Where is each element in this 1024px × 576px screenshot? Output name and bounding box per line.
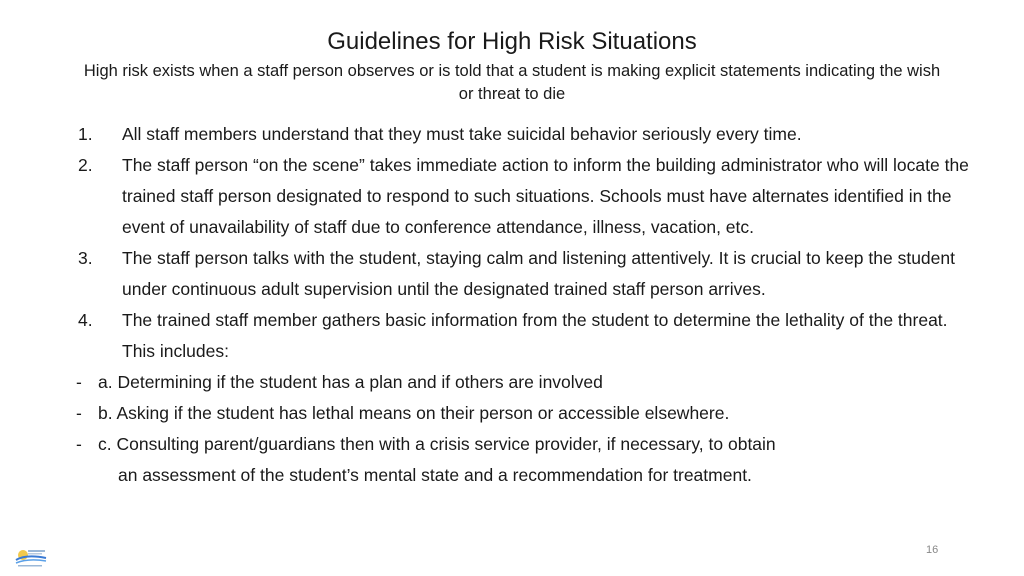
list-item	[74, 119, 974, 150]
list-text: The staff person talks with the student, staying calm and listening attentively. It is crucial to keep the student under continuous adult supervision until the designated trained staff person arrives.	[122, 248, 955, 299]
sub-item-continuation: an assessment of the student’s mental state and a recommendation for treatment.	[118, 465, 752, 485]
list-item	[74, 243, 974, 305]
page-number: 16	[926, 544, 939, 556]
sub-item-marker: -	[76, 372, 82, 392]
logo-icon	[14, 546, 48, 568]
list-text: The trained staff member gathers basic information from the student to determine the lethality of the threat. This includes:	[122, 310, 948, 361]
sub-item-marker: -	[76, 434, 82, 454]
list-text: All staff members understand that they must take suicidal behavior seriously every time.	[122, 124, 802, 144]
sub-item	[74, 367, 974, 398]
sub-item	[74, 398, 974, 429]
slide-body	[74, 119, 974, 491]
sub-item	[74, 429, 974, 460]
list-text: The staff person “on the scene” takes immediate action to inform the building administrator who will locate the trained staff person designated to respond to such situations. Schools must have alternates identified in the event of unavailability of staff due to conference attendance, illness, vacation, etc.	[122, 155, 969, 237]
list-item	[74, 305, 974, 367]
list-number: 3.	[78, 248, 93, 268]
sub-item-text: a. Determining if the student has a plan and if others are involved	[98, 372, 603, 392]
slide-title: Guidelines for High Risk Situations	[327, 28, 697, 55]
list-number: 2.	[78, 155, 93, 175]
sub-item-text: b. Asking if the student has lethal means on their person or accessible elsewhere.	[98, 403, 730, 423]
list-item	[74, 150, 974, 243]
list-number: 4.	[78, 310, 93, 330]
sub-item-text: c. Consulting parent/guardians then with a crisis service provider, if necessary, to obtain	[98, 434, 776, 454]
list-number: 1.	[78, 124, 93, 144]
slide-subtitle: High risk exists when a staff person observes or is told that a student is making explicit statements indicating the wish or threat to die	[83, 62, 941, 103]
sub-item-marker: -	[76, 403, 82, 423]
